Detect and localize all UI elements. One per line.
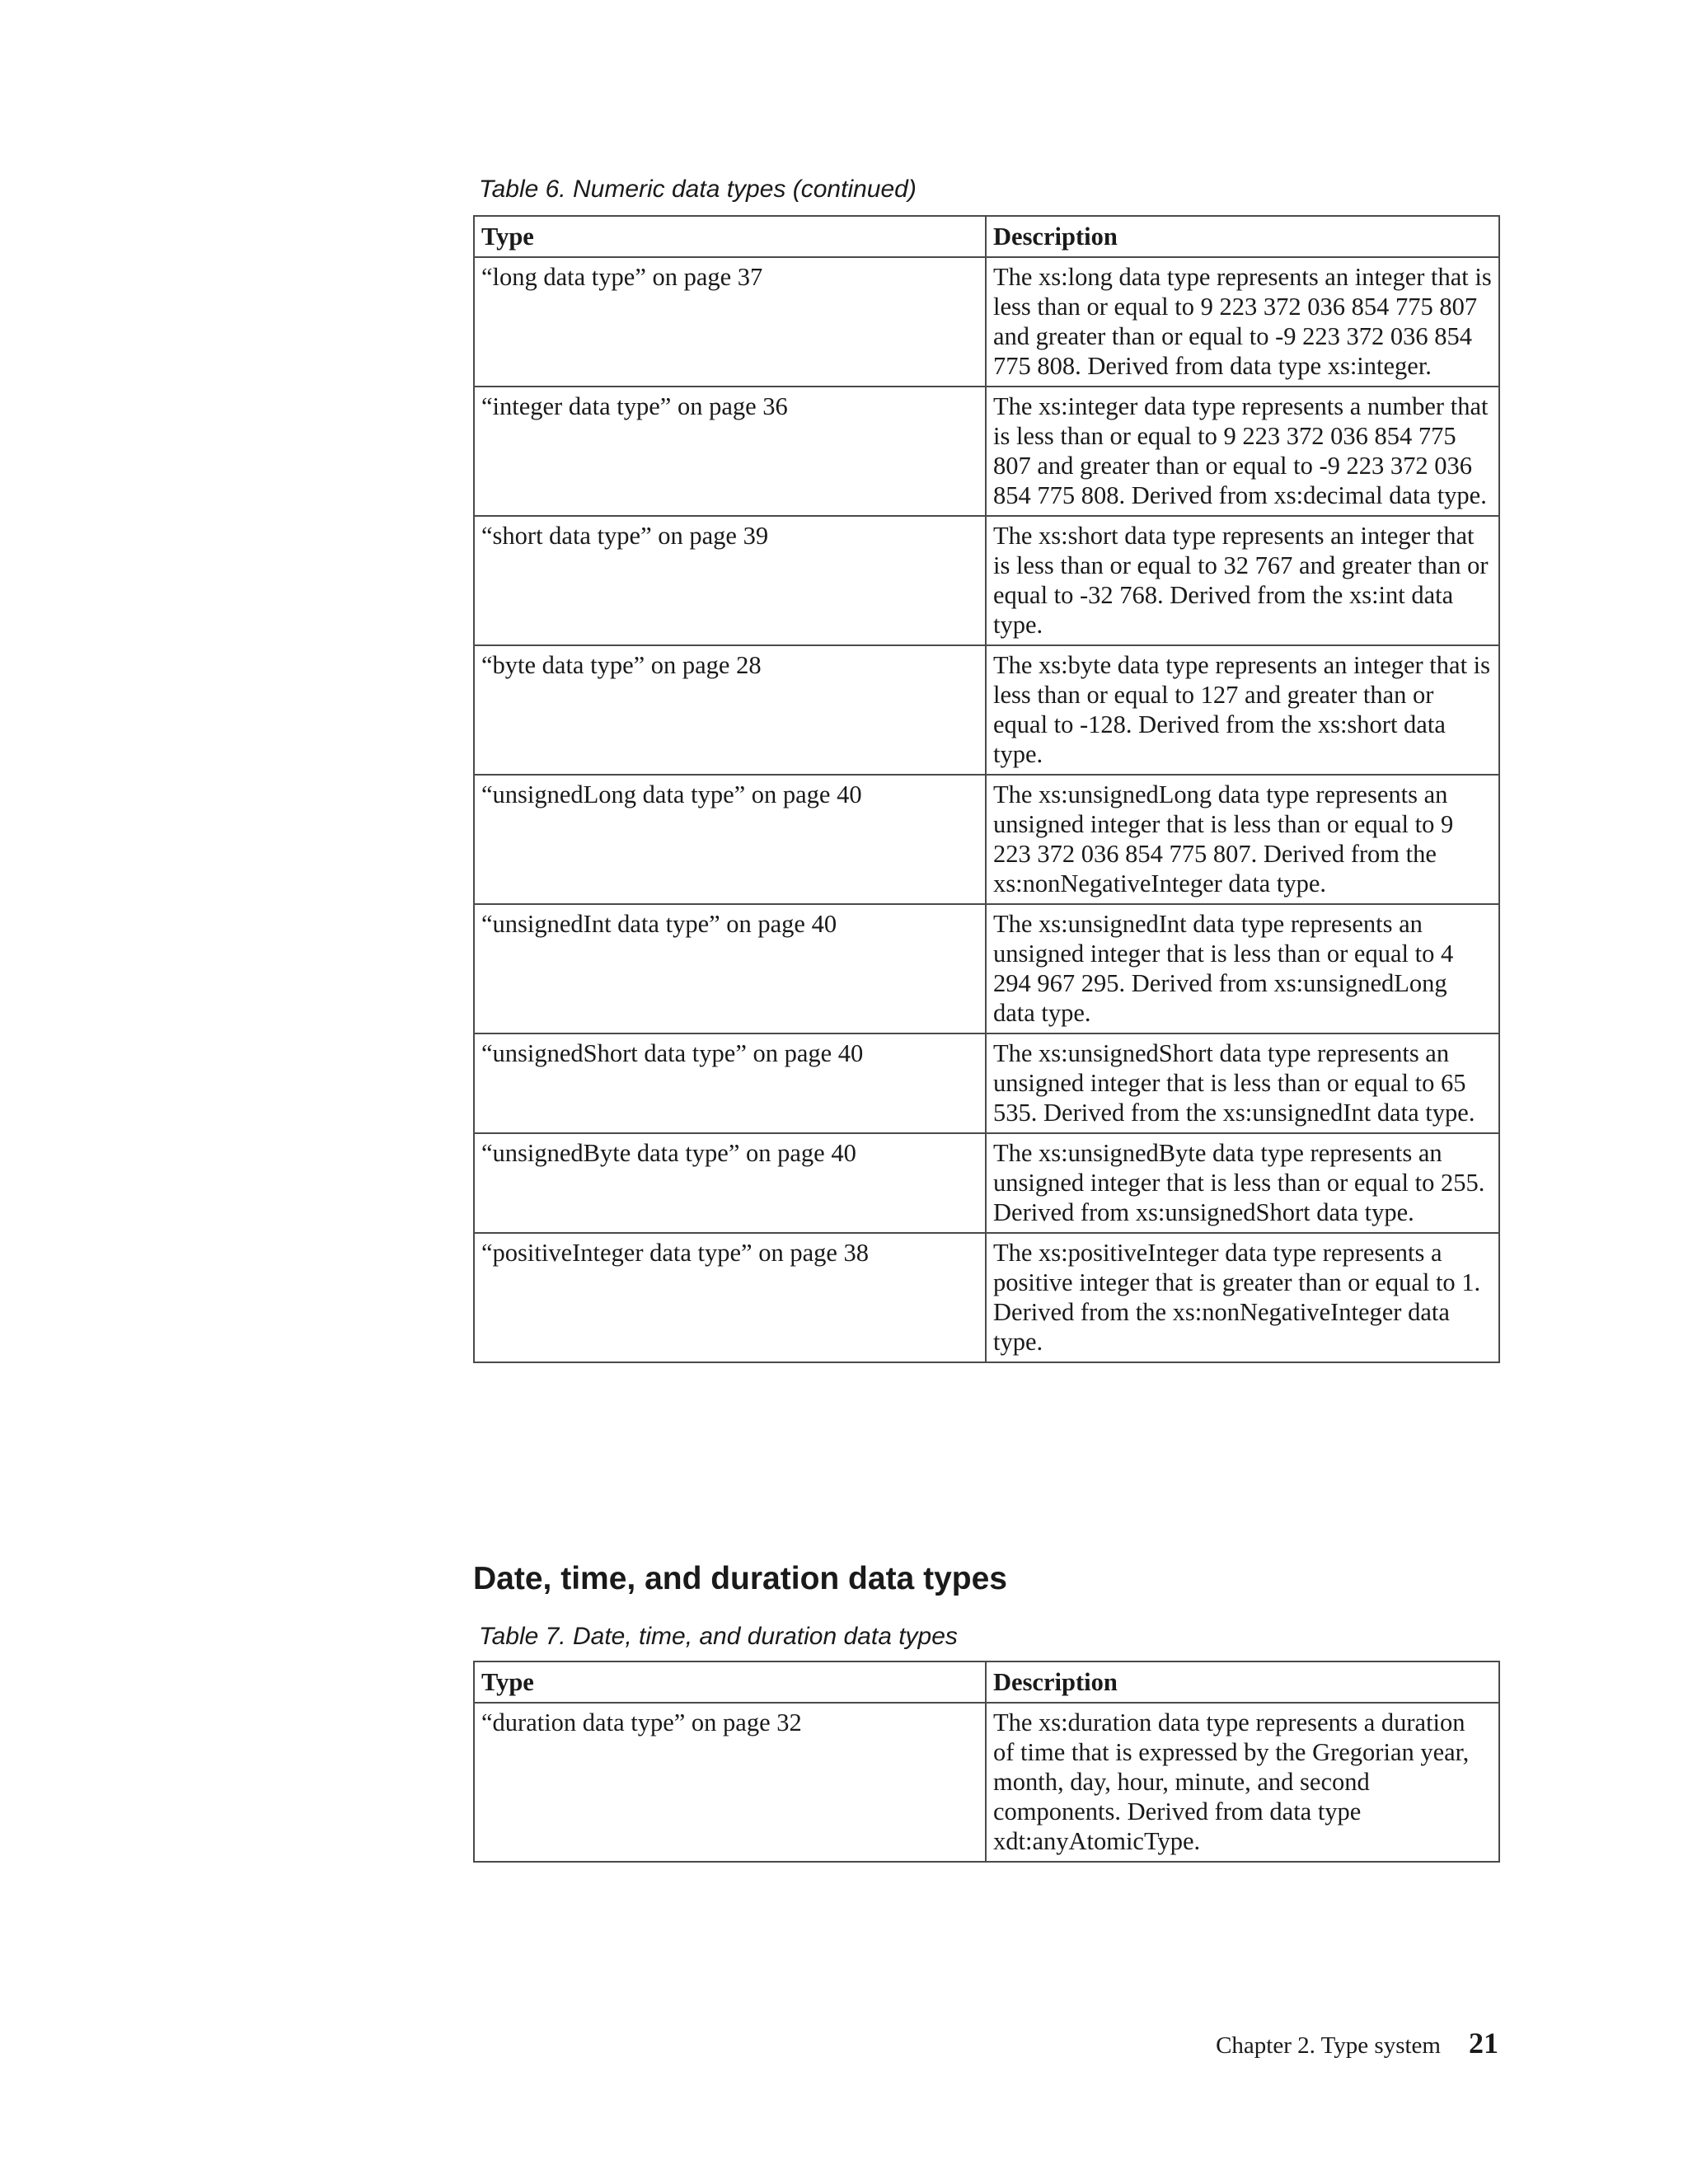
type-cell[interactable]: “byte data type” on page 28 <box>474 645 986 775</box>
table-row <box>474 775 1499 904</box>
description-cell: The xs:unsignedShort data type represents an unsigned integer that is less than or equal to 65 535. Derived from the xs:unsignedInt data type. <box>986 1033 1499 1133</box>
column-header-type: Type <box>474 216 986 257</box>
type-cell[interactable]: “integer data type” on page 36 <box>474 387 986 516</box>
table-7-caption: Table 7. Date, time, and duration data types <box>479 1623 958 1650</box>
table-row <box>474 257 1499 387</box>
page-footer <box>1216 2026 1498 2060</box>
footer-chapter-title: Chapter 2. Type system <box>1216 2032 1441 2059</box>
page-number: 21 <box>1469 2027 1498 2060</box>
type-cell[interactable]: “short data type” on page 39 <box>474 516 986 645</box>
table-6-caption: Table 6. Numeric data types (continued) <box>479 176 917 203</box>
description-cell: The xs:unsignedLong data type represents an unsigned integer that is less than or equal to 9 223 372 036 854 775 807. Derived from the xs:nonNegativeInteger data type. <box>986 775 1499 904</box>
table-row <box>474 1033 1499 1133</box>
description-cell: The xs:unsignedInt data type represents an unsigned integer that is less than or equal to 4 294 967 295. Derived from xs:unsignedLong data type. <box>986 904 1499 1033</box>
description-cell: The xs:byte data type represents an integer that is less than or equal to 127 and greater than or equal to -128. Derived from the xs:short data type. <box>986 645 1499 775</box>
table-row <box>474 904 1499 1033</box>
type-cell[interactable]: “long data type” on page 37 <box>474 257 986 387</box>
type-cell[interactable]: “unsignedInt data type” on page 40 <box>474 904 986 1033</box>
table-row <box>474 1133 1499 1233</box>
description-cell: The xs:duration data type represents a duration of time that is expressed by the Gregorian year, month, day, hour, minute, and second components. Derived from data type xdt:anyAtomicType. <box>986 1703 1499 1862</box>
table-row <box>474 387 1499 516</box>
section-heading: Date, time, and duration data types <box>473 1561 1007 1596</box>
description-cell: The xs:short data type represents an integer that is less than or equal to 32 767 and greater than or equal to -32 768. Derived from the xs:int data type. <box>986 516 1499 645</box>
table-row <box>474 645 1499 775</box>
description-cell: The xs:long data type represents an integer that is less than or equal to 9 223 372 036 854 775 807 and greater than or equal to -9 223 372 036 854 775 808. Derived from data type xs:integer. <box>986 257 1499 387</box>
description-cell: The xs:unsignedByte data type represents an unsigned integer that is less than or equal to 255. Derived from xs:unsignedShort data type. <box>986 1133 1499 1233</box>
column-header-description: Description <box>986 1661 1499 1703</box>
table-row <box>474 516 1499 645</box>
description-cell: The xs:integer data type represents a number that is less than or equal to 9 223 372 036 854 775 807 and greater than or equal to -9 223 372 036 854 775 808. Derived from xs:decimal data type. <box>986 387 1499 516</box>
date-time-duration-table <box>473 1661 1500 1863</box>
type-cell[interactable]: “unsignedLong data type” on page 40 <box>474 775 986 904</box>
type-cell[interactable]: “positiveInteger data type” on page 38 <box>474 1233 986 1362</box>
numeric-data-types-table <box>473 215 1500 1363</box>
table-row <box>474 1703 1499 1862</box>
column-header-description: Description <box>986 216 1499 257</box>
description-cell: The xs:positiveInteger data type represents a positive integer that is greater than or equal to 1. Derived from the xs:nonNegativeInteger data type. <box>986 1233 1499 1362</box>
column-header-type: Type <box>474 1661 986 1703</box>
table-row <box>474 1233 1499 1362</box>
type-cell[interactable]: “unsignedByte data type” on page 40 <box>474 1133 986 1233</box>
type-cell[interactable]: “duration data type” on page 32 <box>474 1703 986 1862</box>
type-cell[interactable]: “unsignedShort data type” on page 40 <box>474 1033 986 1133</box>
table-header-row <box>474 216 1499 257</box>
table-header-row <box>474 1661 1499 1703</box>
